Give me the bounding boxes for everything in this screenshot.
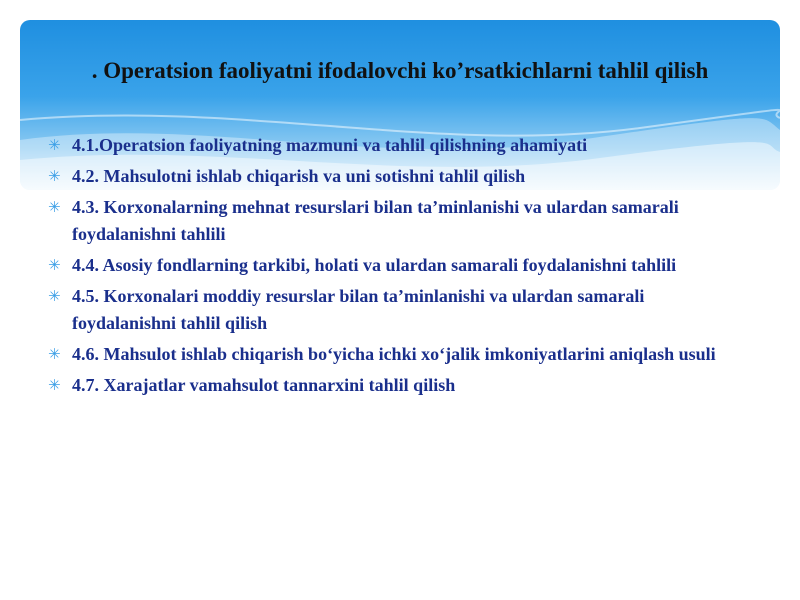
- list-item: [48, 372, 748, 399]
- asterisk-bullet-icon: ✳: [48, 256, 61, 274]
- asterisk-bullet-icon: ✳: [48, 287, 61, 305]
- list-item-text: 4.2. Mahsulotni ishlab chiqarish va uni sotishni tahlil qilish: [72, 166, 526, 186]
- list-item-text: 4.5. Korxonalari moddiy resurslar bilan ta’minlanishi va ulardan samarali foydalanishni tahlil qilish: [72, 286, 645, 333]
- list-item: [48, 163, 748, 190]
- list-item-text: 4.7. Xarajatlar vamahsulot tannarxini tahlil qilish: [72, 375, 456, 395]
- bullet-list: [48, 132, 748, 403]
- list-item-text: 4.3. Korxonalarning mehnat resurslari bilan ta’minlanishi va ulardan samarali foydalanishni tahlili: [72, 197, 679, 244]
- list-item-text: 4.1.Operatsion faoliyatning mazmuni va tahlil qilishning ahamiyati: [72, 135, 588, 155]
- asterisk-bullet-icon: ✳: [48, 167, 61, 185]
- asterisk-bullet-icon: ✳: [48, 345, 61, 363]
- slide-title: . Operatsion faoliyatni ifodalovchi ko’rsatkichlarni tahlil qilish: [91, 58, 709, 83]
- list-item: [48, 132, 748, 159]
- list-item: [48, 341, 748, 368]
- list-item: [48, 252, 748, 279]
- list-item-text: 4.4. Asosiy fondlarning tarkibi, holati va ulardan samarali foydalanishni tahlili: [72, 255, 677, 275]
- list-item-text: 4.6. Mahsulot ishlab chiqarish bo‘yicha ichki xo‘jalik imkoniyatlarini aniqlash usuli: [72, 344, 716, 364]
- list-item: [48, 283, 748, 337]
- list-item: [48, 194, 748, 248]
- asterisk-bullet-icon: ✳: [48, 198, 61, 216]
- asterisk-bullet-icon: ✳: [48, 376, 61, 394]
- asterisk-bullet-icon: ✳: [48, 136, 61, 154]
